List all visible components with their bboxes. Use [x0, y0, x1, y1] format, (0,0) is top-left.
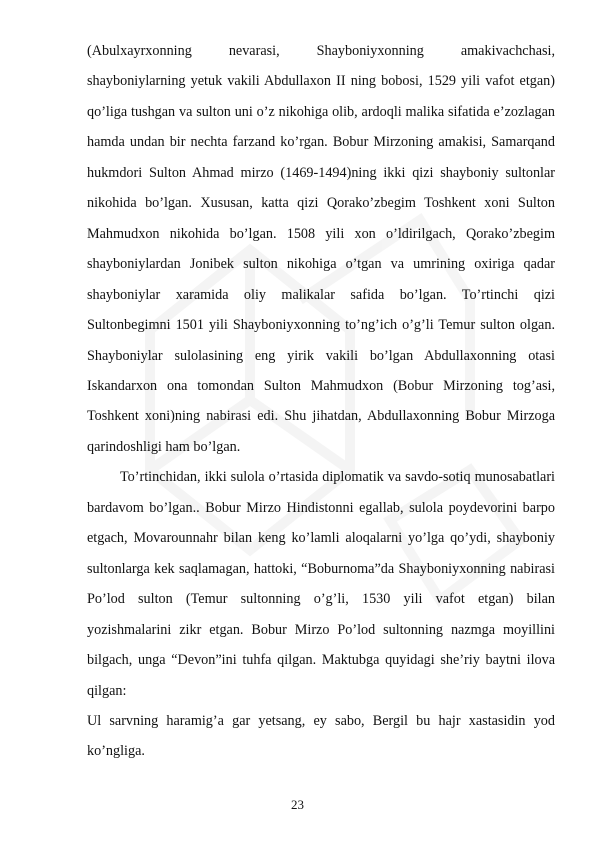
page-number: 23 [291, 797, 304, 812]
paragraph-1: (Abulxayrxonning nevarasi, Shayboniyxonning amakivachchasi, shayboniylarning yetuk vakili Abdullaxon II ning bobosi, 1529 yili vafot etgan) qo’liga tushgan va sulton uni o’z nikohiga olib, ardoqli malika sifatida e’zozlagan hamda undan bir nechta farzand ko’rgan. Bobur Mirzoning amakisi, Samarqand hukmdori Sulton Ahmad mirzo (1469-1494)ning ikki qizi shayboniy sultonlar nikohida bo’lgan. Xususan, katta qizi Qorako’zbegim Toshkent xoni Sulton Mahmudxon nikohida bo’lgan. 1508 yili xon o’ldirilgach, Qorako’zbegim shayboniylardan Jonibek sulton nikohiga o’tgan va umrining oxiriga qadar shayboniylar xaramida oliy malikalar safida bo’lgan. To’rtinchi qizi Sultonbegimni 1501 yili Shayboniyxonning to’ng’ich o’g’li Temur sulton olgan. Shayboniylar sulolasining eng yirik vakili bo’lgan Abdullaxonning otasi Iskandarxon ona tomondan Sulton Mahmudxon (Bobur Mirzoning tog’asi, Toshkent xoni)ning nabirasi edi. Shu jihatdan, Abdullaxonning Bobur Mirzoga qarindoshligi ham bo’lgan. [87, 43, 555, 455]
poem-line-2: ko’ngliga. [87, 743, 145, 760]
poem-line-1: Ul sarvning haramig’a gar yetsang, ey sabo, Bergil bu hajr xastasidin yod [87, 712, 555, 729]
page-body [87, 36, 555, 767]
paragraph-2: To’rtinchidan, ikki sulola o’rtasida diplomatik va savdo-sotiq munosabatlari bardavom bo’lgan.. Bobur Mirzo Hindistonni egallab, sulola poydevorini barpo etgach, Movarounnahr bilan keng ko’lamli aloqalarni yo’lga qo’ydi, shayboniy sultonlarga kek saqlamagan, hattoki, “Boburnoma”da Shayboniyxonning nabirasi Po’lod sulton (Temur sultonning o’g’li, 1530 yili vafot etgan) bilan yozishmalarini zikr etgan. Bobur Mirzo Po’lod sultonning nazmga moyillini bilgach, unga “Devon”ini tuhfa qilgan. Maktubga quyidagi she’riy baytni ilova qilgan: [87, 469, 555, 699]
